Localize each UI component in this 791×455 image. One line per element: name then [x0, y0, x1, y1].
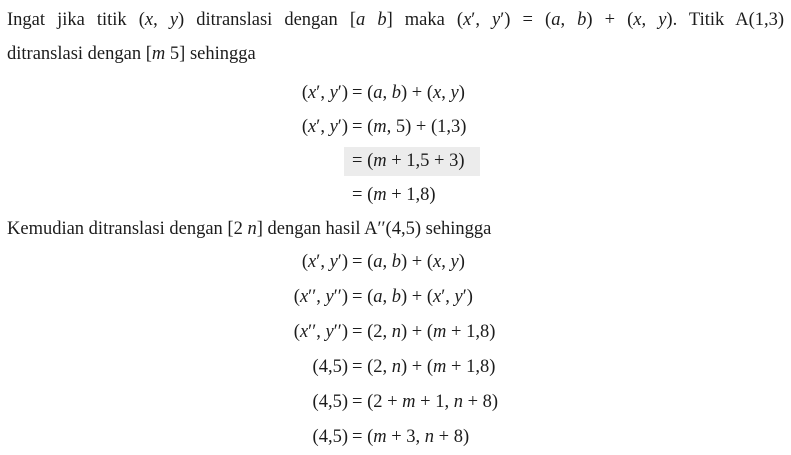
equation-lhs: (4,5) [312, 427, 348, 447]
equation-lhs: (x′, y′) [301, 252, 348, 272]
equation-rhs: = (m + 1,8) [352, 184, 436, 205]
equation-rhs: = (a, b) + (x, y) [352, 252, 465, 272]
equation-row [7, 385, 784, 420]
text-run: ditranslasi dengan [7, 44, 146, 64]
equation-rhs: = (2, n) + (m + 1,8) [352, 357, 496, 377]
equation-lhs: (x′, y′) [301, 82, 348, 103]
equation-lhs: (x′′, y′′) [293, 322, 348, 342]
equation-row [7, 245, 784, 280]
equation-lhs: (4,5) [312, 357, 348, 377]
text-run: maka [392, 10, 457, 30]
equation-row [7, 110, 784, 144]
equation-row [7, 76, 784, 110]
equation-lhs: (x′′, y′′) [293, 287, 348, 307]
inline-math: [m 5] [145, 44, 186, 64]
equation-row [7, 178, 784, 212]
equation-block-2 [7, 245, 784, 455]
equation-rhs: = (a, b) + (x′, y′) [352, 287, 473, 307]
equation-rhs: = (m, 5) + (1,3) [352, 116, 467, 137]
inline-math: (x, y) [138, 10, 185, 30]
equation-rhs: = (2, n) + (m + 1,8) [352, 322, 496, 342]
equation-rhs: = (m + 3, n + 8) [352, 427, 470, 447]
middle-paragraph [7, 215, 784, 243]
text-run: ditranslasi dengan [184, 10, 350, 30]
equation-row [7, 144, 784, 178]
equation-rhs-highlighted: = (m + 1,5 + 3) [344, 147, 480, 176]
equation-rhs: = (2 + m + 1, n + 8) [352, 392, 499, 412]
equation-row [7, 350, 784, 385]
text-run: Ingat jika titik [7, 10, 139, 30]
inline-math: (x′, y′) = (a, b) + (x, y) [456, 10, 673, 30]
equation-lhs: (x′, y′) [301, 116, 348, 137]
equation-row [7, 315, 784, 350]
text-run: dengan hasil A′′(4,5) sehingga [262, 219, 492, 239]
inline-math: [a b] [349, 10, 393, 30]
equation-lhs: (4,5) [312, 392, 348, 412]
intro-paragraph-line-2 [7, 37, 784, 71]
text-run: Kemudian ditranslasi dengan [7, 219, 228, 239]
inline-math: [2 n] [227, 219, 263, 239]
equation-row [7, 420, 784, 455]
equation-block-1 [7, 76, 784, 212]
text-run: sehingga [185, 44, 256, 64]
text-run: . Titik A(1,3) [672, 10, 785, 30]
equation-rhs: = (a, b) + (x, y) [352, 82, 465, 103]
intro-paragraph-line-1 [7, 3, 784, 37]
equation-row [7, 280, 784, 315]
